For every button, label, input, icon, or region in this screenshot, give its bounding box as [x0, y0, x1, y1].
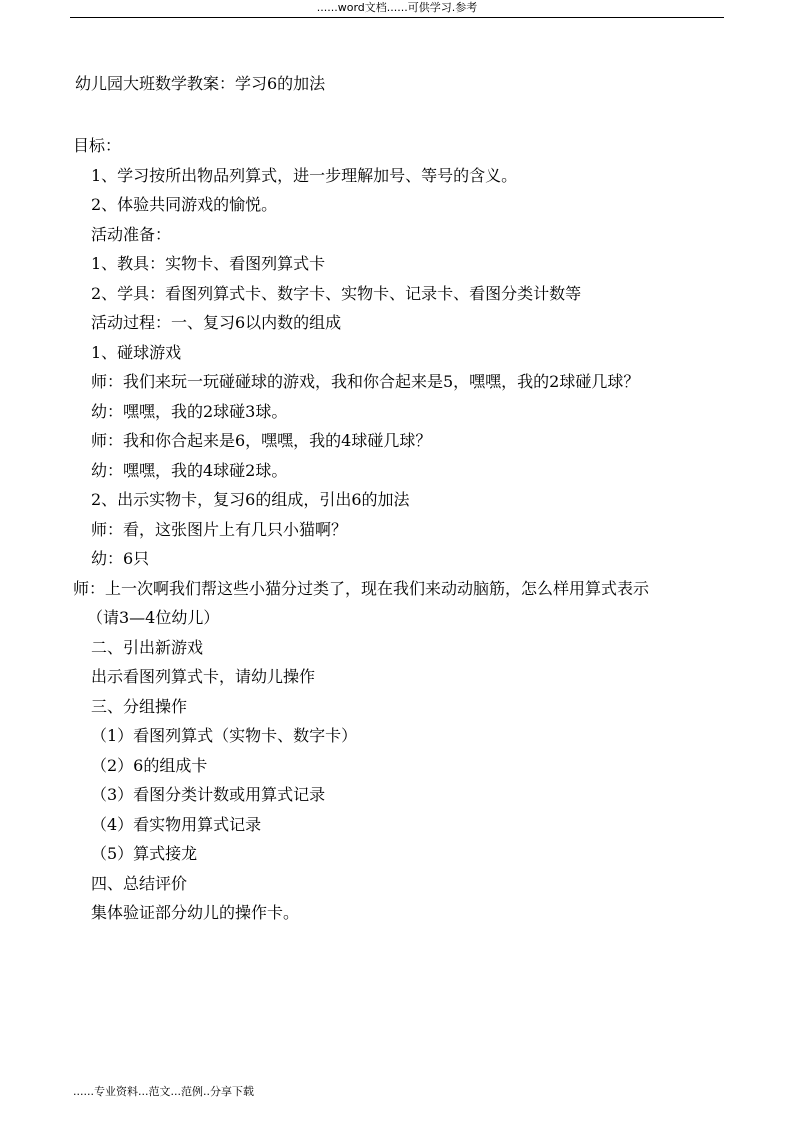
preparation-item: 2、学具：看图列算式卡、数字卡、实物卡、记录卡、看图分类计数等	[91, 283, 582, 303]
list-item: （3）看图分类计数或用算式记录	[91, 785, 326, 804]
dialogue-line: 师：看，这张图片上有几只小猫啊？	[91, 519, 348, 539]
page-footer	[73, 1084, 254, 1099]
process-step: 2、出示实物卡，复习6的组成，引出6的加法	[91, 490, 410, 509]
goal-item: 1、学习按所出物品列算式，进一步理解加号、等号的含义。	[91, 165, 518, 185]
page-header	[70, 0, 724, 18]
section-heading-preparation: 活动准备：	[91, 224, 172, 244]
dialogue-line: 幼：嘿嘿，我的4球碰2球。	[91, 460, 288, 480]
list-item: （4）看实物用算式记录	[91, 814, 262, 834]
footer-text: ......专业资料...范文...范例..分享下载	[73, 1085, 254, 1098]
note-line: （请3—4位幼儿）	[87, 608, 220, 627]
dialogue-line: 幼：嘿嘿，我的2球碰3球。	[91, 401, 288, 421]
list-item: （1）看图列算式（实物卡、数字卡）	[91, 726, 358, 745]
process-step: 1、碰球游戏	[91, 342, 182, 362]
dialogue-line: 师：我和你合起来是6，嘿嘿，我的4球碰几球？	[91, 431, 432, 450]
section-heading: 三、分组操作	[91, 696, 188, 716]
list-item: （5）算式接龙	[91, 844, 198, 863]
summary-line: 集体验证部分幼儿的操作卡。	[91, 903, 300, 922]
dialogue-line: 幼：6只	[91, 549, 150, 568]
dialogue-line: 师：我们来玩一玩碰碰球的游戏，我和你合起来是5，嘿嘿，我的2球碰几球？	[91, 372, 640, 391]
section-heading: 二、引出新游戏	[91, 637, 204, 657]
section-heading-goals: 目标：	[73, 136, 122, 155]
section-heading-process: 活动过程：一、复习6以内数的组成	[91, 313, 342, 332]
document-body	[73, 131, 724, 928]
dialogue-line: 师：上一次啊我们帮这些小猫分过类了，现在我们来动动脑筋，怎么样用算式表示	[73, 578, 650, 598]
header-text: ......word文档......可供学习.参考	[316, 1, 478, 14]
document-title: 幼儿园大班数学教案：学习6的加法	[75, 74, 326, 93]
section-heading: 四、总结评价	[91, 873, 188, 893]
preparation-item: 1、教具：实物卡、看图列算式卡	[91, 254, 326, 273]
process-step: 出示看图列算式卡，请幼儿操作	[91, 667, 316, 686]
goal-item: 2、体验共同游戏的愉悦。	[91, 195, 278, 214]
list-item: （2）6的组成卡	[91, 755, 208, 775]
